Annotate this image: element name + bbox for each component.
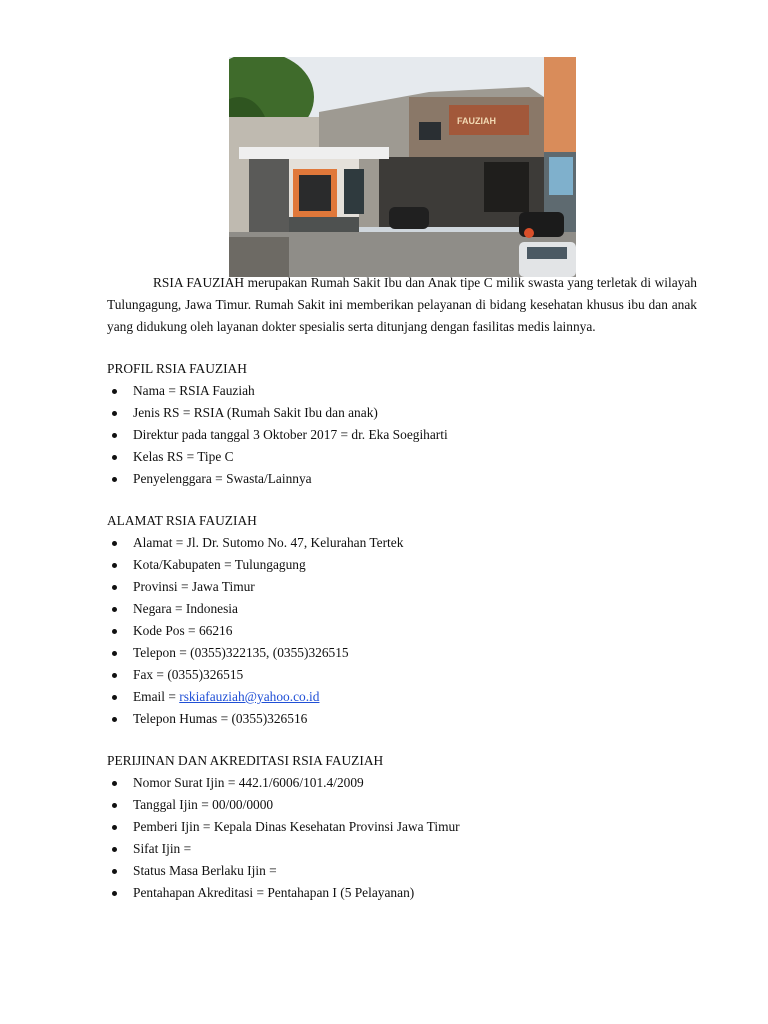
list-item: Telepon = (0355)322135, (0355)326515	[107, 642, 697, 664]
profil-heading: PROFIL RSIA FAUZIAH	[107, 361, 247, 376]
alamat-list	[107, 532, 697, 730]
list-item: Tanggal Ijin = 00/00/0000	[107, 794, 697, 816]
intro-paragraph: RSIA FAUZIAH merupakan Rumah Sakit Ibu dan Anak tipe C milik swasta yang terletak di wilayah Tulungagung, Jawa Timur. Rumah Sakit ini memberikan pelayanan di bidang kesehatan khusus ibu dan anak yang didukung oleh layanan dokter spesialis serta ditunjang dengan fasilitas medis lainnya.	[107, 275, 697, 334]
email-label: Email =	[133, 689, 180, 704]
alamat-heading: ALAMAT RSIA FAUZIAH	[107, 513, 257, 528]
perijinan-heading: PERIJINAN DAN AKREDITASI RSIA FAUZIAH	[107, 753, 384, 768]
list-item: Pemberi Ijin = Kepala Dinas Kesehatan Provinsi Jawa Timur	[107, 816, 697, 838]
list-item: Negara = Indonesia	[107, 598, 697, 620]
email-item	[107, 686, 697, 708]
hospital-building-image	[229, 57, 576, 277]
list-item: Jenis RS = RSIA (Rumah Sakit Ibu dan anak)	[107, 402, 697, 424]
email-link[interactable]: rskiafauziah@yahoo.co.id	[179, 689, 320, 704]
hospital-photo	[229, 57, 576, 277]
list-item: Status Masa Berlaku Ijin =	[107, 860, 697, 882]
list-item: Nomor Surat Ijin = 442.1/6006/101.4/2009	[107, 772, 697, 794]
profil-list	[107, 380, 697, 490]
hospital-sign-text: FAUZIAH	[457, 116, 496, 126]
list-item: Direktur pada tanggal 3 Oktober 2017 = dr. Eka Soegiharti	[107, 424, 697, 446]
document-body	[107, 272, 697, 904]
list-item: Alamat = Jl. Dr. Sutomo No. 47, Kelurahan Tertek	[107, 532, 697, 554]
list-item: Fax = (0355)326515	[107, 664, 697, 686]
list-item: Kode Pos = 66216	[107, 620, 697, 642]
list-item: Provinsi = Jawa Timur	[107, 576, 697, 598]
perijinan-list	[107, 772, 697, 904]
list-item: Pentahapan Akreditasi = Pentahapan I (5 Pelayanan)	[107, 882, 697, 904]
list-item: Penyelenggara = Swasta/Lainnya	[107, 468, 697, 490]
list-item: Telepon Humas = (0355)326516	[107, 708, 697, 730]
list-item: Nama = RSIA Fauziah	[107, 380, 697, 402]
list-item: Kota/Kabupaten = Tulungagung	[107, 554, 697, 576]
list-item: Sifat Ijin =	[107, 838, 697, 860]
list-item: Kelas RS = Tipe C	[107, 446, 697, 468]
